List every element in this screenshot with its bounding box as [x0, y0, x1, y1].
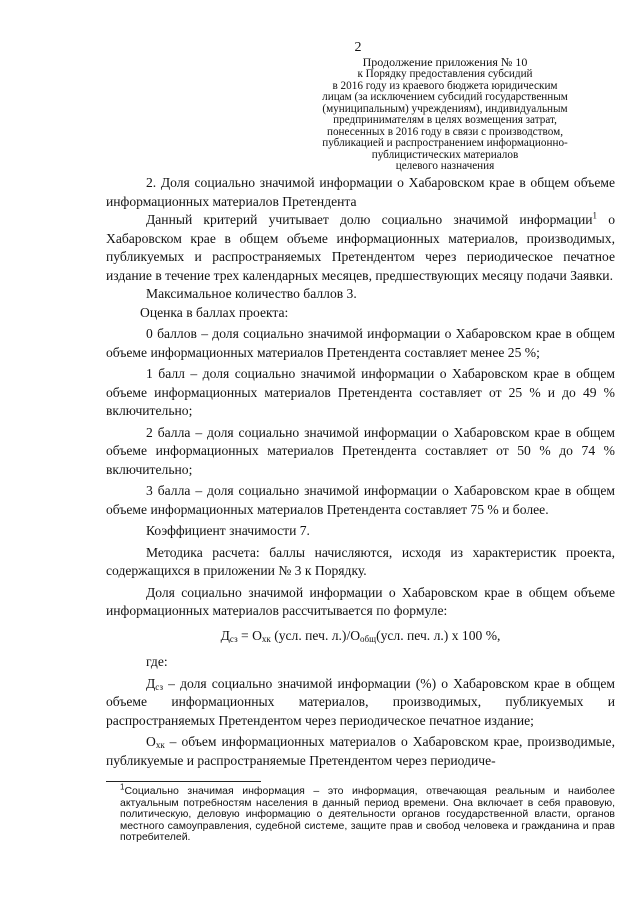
- coefficient: Коэффициент значимости 7.: [146, 523, 310, 538]
- footnote-mark: 1: [120, 782, 125, 792]
- formula-part: (усл. печ. л.)/О: [270, 627, 361, 643]
- header-line: предпринимателям в целях возмещения затрат,: [333, 114, 557, 126]
- max-score: Максимальное количество баллов 3.: [146, 286, 357, 301]
- where-label: где:: [146, 654, 168, 669]
- criterion-description: [106, 211, 615, 285]
- symbol: Д: [146, 675, 156, 691]
- header-line: публикацией и распространением информационно-: [322, 137, 568, 149]
- criterion-description-text: Данный критерий учитывает долю социально значимой информации: [146, 212, 593, 227]
- footnote-text-block: [106, 782, 615, 844]
- score-heading: Оценка в баллах проекта:: [140, 304, 289, 320]
- header-line: к Порядку предоставления субсидий: [357, 68, 533, 80]
- score-item: 1 балл – доля социально значимой информации о Хабаровском крае в общем объеме информационных материалов Претендента составляет от 25 % и до 49 % включительно;: [106, 366, 615, 418]
- definition-text: – объем информационных материалов о Хабаровском крае, производимые, публикуемые и распространяемые Претендентом через периодиче-: [106, 734, 615, 768]
- header-line: лицам (за исключением субсидий государственным: [322, 91, 568, 103]
- symbol-subscript: хк: [155, 740, 165, 750]
- header-line: в 2016 году из краевого бюджета юридическим: [332, 79, 558, 92]
- formula-subscript: общ: [360, 633, 377, 644]
- calculation-method: Методика расчета: баллы начисляются, исходя из характеристик проекта, содержащихся в приложении № 3 к Порядку.: [106, 544, 615, 578]
- header-line: понесенных в 2016 году в связи с производством,: [326, 125, 564, 138]
- criterion-title: 2. Доля социально значимой информации о Хабаровском крае в общем объеме информационных материалов Претендента: [106, 175, 615, 209]
- formula-part: = О: [237, 627, 262, 643]
- definition-o: [106, 733, 615, 770]
- header-line: публицистических материалов: [371, 148, 519, 161]
- footnote-reference: 1: [592, 210, 598, 221]
- header-line: Продолжение приложения № 10: [362, 55, 528, 69]
- header-line: целевого назначения: [395, 160, 495, 172]
- document-body: [106, 174, 615, 770]
- footnote: [106, 782, 615, 844]
- formula: [106, 627, 615, 646]
- definition-text: – доля социально значимой информации (%) о Хабаровском крае в общем объеме информационных материалов, производимых, публикуемых и распространяемых Претендентом через периодическое печатное издание;: [106, 675, 615, 728]
- formula-subscript: хк: [261, 633, 271, 644]
- criterion-description-text: о Хабаровском крае в общем объеме информационных материалов, производимых, публикуемых и распространяемых Претендентом через периодическое печатное издание в течение трех календарных месяцев, предшествующих месяцу подачи Заявки.: [106, 212, 615, 283]
- footnote-divider: [106, 781, 261, 782]
- header-line: (муниципальным) учреждениям), индивидуальным: [322, 102, 568, 115]
- formula-intro: Доля социально значимой информации о Хабаровском крае в общем объеме информационных материалов рассчитывается по формуле:: [106, 584, 615, 618]
- formula-part: (усл. печ. л.) х 100 %,: [376, 627, 501, 643]
- footnote-text: Социально значимая информация – это информация, отвечающая реальным и наиболее актуальным потребностям населения в данный период времени. Она включает в себя правовую, политическую, деловую информацию о деятельности органов государственной власти, органов местного самоуправления, судебной системе, защите прав и свобод человека и гражданина и прав потребителей.: [120, 785, 615, 844]
- page-number: 2: [354, 40, 362, 55]
- appendix-header: [320, 56, 570, 173]
- score-item: 3 балла – доля социально значимой информации о Хабаровском крае в общем объеме информационных материалов Претендента составляет 75 % и более.: [106, 483, 615, 517]
- formula-part: Д: [220, 627, 230, 643]
- score-item: 0 баллов – доля социально значимой информации о Хабаровском крае в общем объеме информационных материалов Претендента составляет менее 25 %;: [106, 326, 615, 360]
- symbol-subscript: сз: [155, 681, 164, 692]
- definition-d: [106, 675, 615, 731]
- symbol: О: [146, 734, 156, 749]
- score-item: 2 балла – доля социально значимой информации о Хабаровском крае в общем объеме информационных материалов Претендента составляет от 50 % до 74 % включительно;: [106, 424, 615, 477]
- formula-subscript: сз: [229, 633, 238, 644]
